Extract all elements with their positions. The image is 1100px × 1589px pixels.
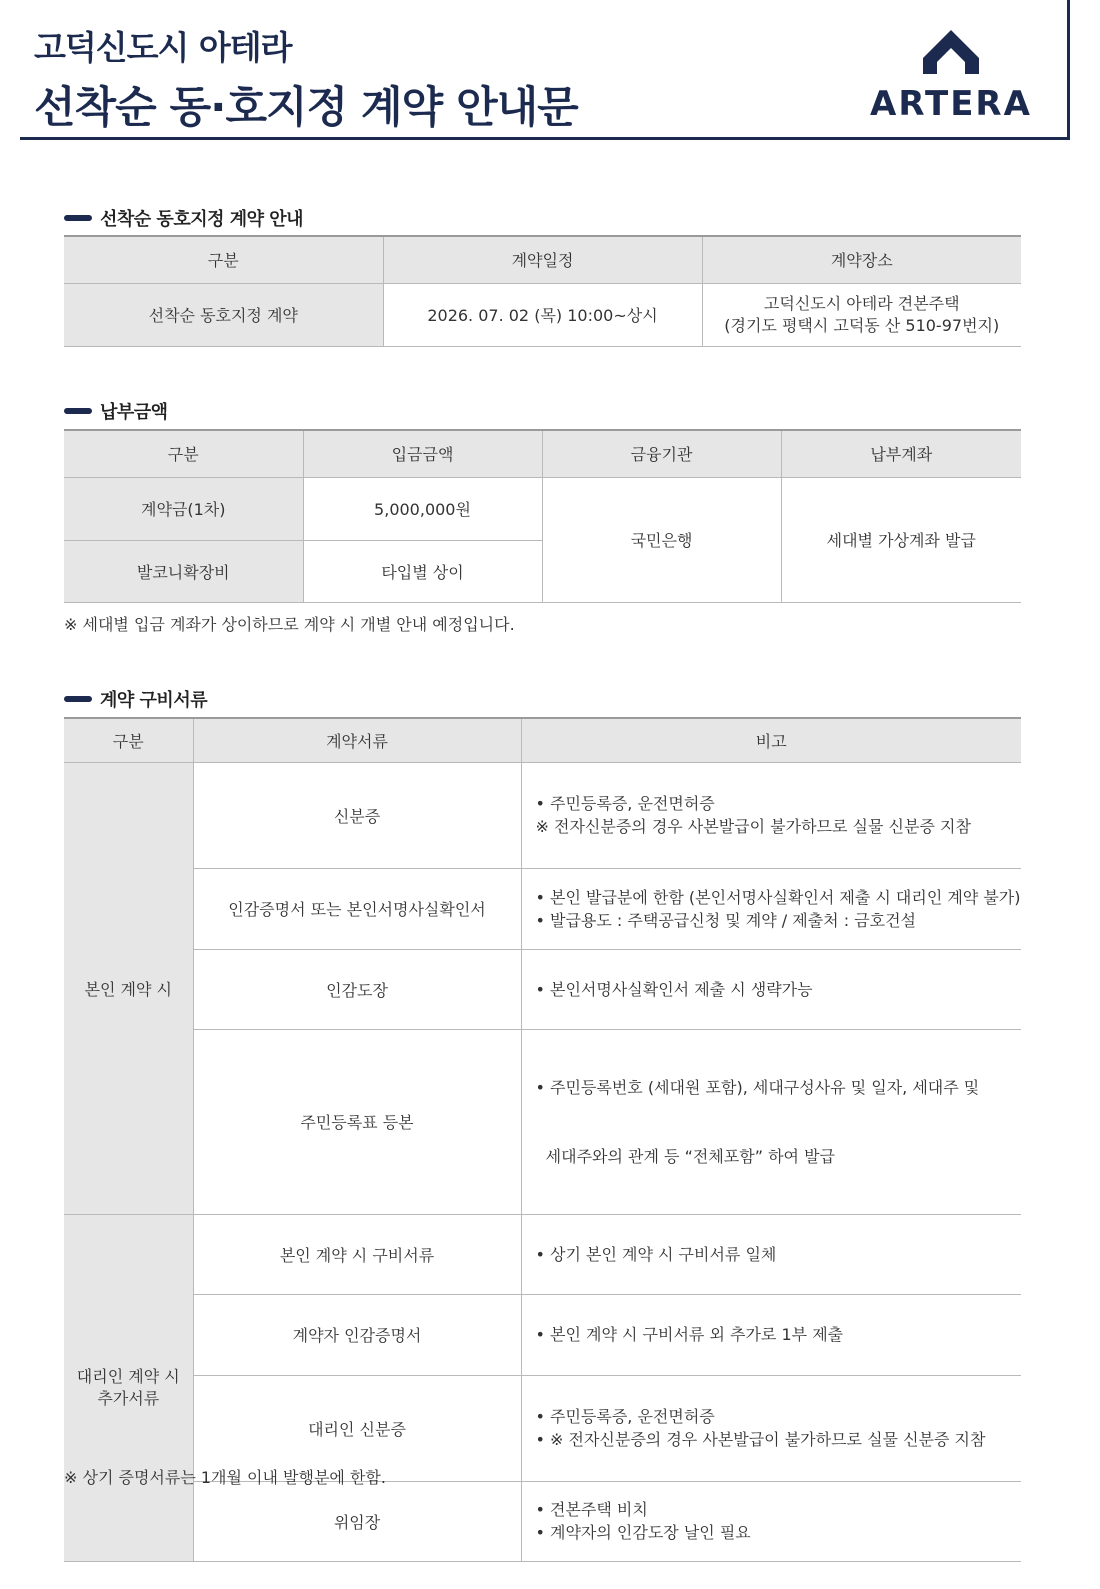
remark-cell <box>521 1214 1021 1294</box>
group-label-line2: 추가서류 <box>97 1388 160 1408</box>
remark-line: • 발급용도 : 주택공급신청 및 계약 / 제출처 : 금호건설 <box>535 910 917 930</box>
remark-line: • 상기 본인 계약 시 구비서류 일체 <box>535 1244 777 1264</box>
remark-cell <box>521 1481 1021 1561</box>
remark-cell <box>521 762 1021 868</box>
contract-info-table <box>64 235 1021 347</box>
place-cell <box>702 283 1021 346</box>
header-cell: 입금금액 <box>303 430 542 477</box>
section-title: 납부금액 <box>100 402 168 423</box>
section-title: 선착순 동호지정 계약 안내 <box>100 209 304 230</box>
schedule-cell: 2026. 07. 02 (목) 10:00~상시 <box>383 283 702 346</box>
place-line1: 고덕신도시 아테라 견본주택 <box>763 293 960 313</box>
header-cell: 구분 <box>64 718 193 762</box>
place-line2: (경기도 평택시 고덕동 산 510-97번지) <box>724 315 1000 335</box>
remark-cell <box>521 1375 1021 1481</box>
page-subtitle: 고덕신도시 아테라 <box>34 28 292 67</box>
header-cell: 구분 <box>64 430 303 477</box>
remark-line: • 계약자의 인감도장 날인 필요 <box>535 1523 751 1542</box>
remark-cell <box>521 949 1021 1029</box>
page-title: 선착순 동·호지정 계약 안내문 <box>34 83 578 133</box>
section-bar-icon <box>64 215 92 221</box>
header-cell: 계약장소 <box>702 236 1021 283</box>
remark-line: • 주민등록증, 운전면허증 <box>535 794 715 813</box>
remark-cell <box>521 868 1021 949</box>
remark-line: ※ 전자신분증의 경우 사본발급이 불가하므로 실물 신분증 지참 <box>535 817 971 836</box>
documents-footnote: ※ 상기 증명서류는 1개월 이내 발행분에 한함. <box>64 1468 386 1487</box>
header-cell: 계약일정 <box>383 236 702 283</box>
remark-line: • 본인 발급분에 한함 (본인서명사실확인서 제출 시 대리인 계약 불가) <box>535 887 1021 907</box>
section-payment-heading <box>64 398 168 424</box>
document-cell: 인감도장 <box>193 949 521 1029</box>
bank-cell: 국민은행 <box>542 477 781 602</box>
section-bar-icon <box>64 696 92 702</box>
artera-logo <box>851 24 1051 124</box>
category-cell: 선착순 동호지정 계약 <box>64 283 383 346</box>
header-cell: 납부계좌 <box>781 430 1021 477</box>
roof-icon <box>921 28 981 76</box>
remark-line: • 본인서명사실확인서 제출 시 생략가능 <box>535 979 813 999</box>
payment-table <box>64 429 1021 603</box>
remark-cell <box>521 1294 1021 1375</box>
document-cell: 계약자 인감증명서 <box>193 1294 521 1375</box>
document-cell: 주민등록표 등본 <box>193 1029 521 1214</box>
header-cell: 계약서류 <box>193 718 521 762</box>
logo-text: ARTERA <box>870 84 1032 124</box>
section-bar-icon <box>64 408 92 414</box>
section-contract-info-heading <box>64 205 303 231</box>
remark-line: • 주민등록번호 (세대원 포함), 세대구성사유 및 일자, 세대주 및 <box>535 1077 980 1097</box>
header-cell: 비고 <box>521 718 1021 762</box>
header-cell: 구분 <box>64 236 383 283</box>
documents-table <box>64 717 1021 1562</box>
category-cell: 계약금(1차) <box>64 477 303 540</box>
document-cell: 본인 계약 시 구비서류 <box>193 1214 521 1294</box>
document-cell: 위임장 <box>193 1481 521 1561</box>
section-documents-heading <box>64 686 207 712</box>
document-cell: 신분증 <box>193 762 521 868</box>
header-cell: 금융기관 <box>542 430 781 477</box>
page-header <box>20 0 1070 140</box>
amount-cell: 타입별 상이 <box>303 540 542 602</box>
payment-note: ※ 세대별 입금 계좌가 상이하므로 계약 시 개별 안내 예정입니다. <box>64 615 515 634</box>
section-title: 계약 구비서류 <box>100 690 208 711</box>
remark-line: • 본인 계약 시 구비서류 외 추가로 1부 제출 <box>535 1325 844 1344</box>
remark-cell <box>521 1029 1021 1214</box>
group-self-contract: 본인 계약 시 <box>64 762 193 1214</box>
document-cell: 대리인 신분증 <box>193 1375 521 1481</box>
amount-cell: 5,000,000원 <box>303 477 542 540</box>
document-cell: 인감증명서 또는 본인서명사실확인서 <box>193 868 521 949</box>
group-proxy-contract <box>64 1214 193 1561</box>
group-label-line1: 대리인 계약 시 <box>76 1366 180 1386</box>
remark-line: • 주민등록증, 운전면허증 <box>535 1407 715 1426</box>
remark-line: • 견본주택 비치 <box>535 1500 648 1519</box>
category-cell: 발코니확장비 <box>64 540 303 602</box>
remark-line: • ※ 전자신분증의 경우 사본발급이 불가하므로 실물 신분증 지참 <box>535 1430 986 1449</box>
account-cell: 세대별 가상계좌 발급 <box>781 477 1021 602</box>
remark-line: 세대주와의 관계 등 “전체포함” 하여 발급 <box>535 1146 835 1166</box>
